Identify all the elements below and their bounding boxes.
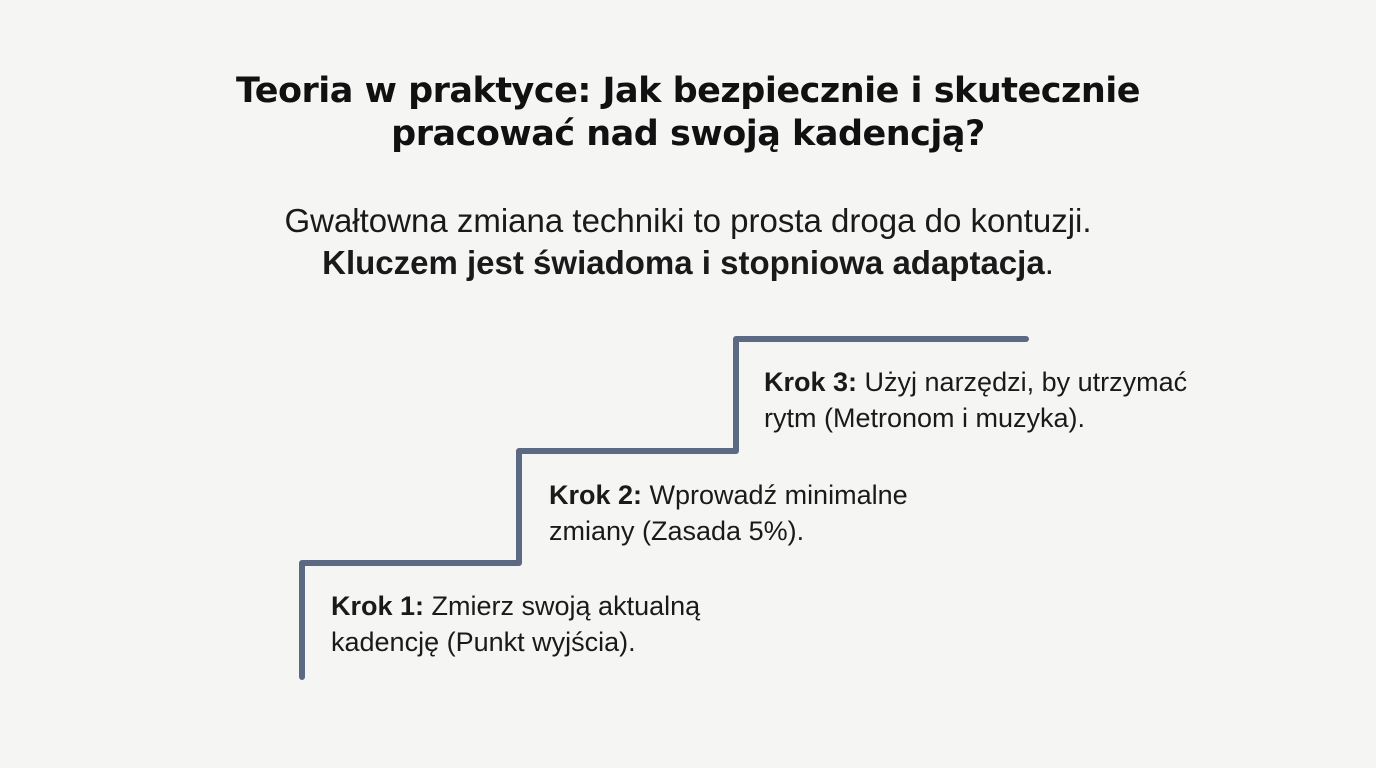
slide-title-line-1: Teoria w praktyce: Jak bezpiecznie i skutecznie (236, 71, 1140, 111)
step-2-line-1 (549, 477, 908, 513)
step-2 (549, 477, 908, 549)
subtitle-emphasis: Kluczem jest świadoma i stopniowa adaptacja (322, 244, 1045, 281)
step-1 (331, 588, 700, 660)
step-1-line-1 (331, 588, 700, 624)
step-3 (764, 364, 1187, 436)
slide-title-line-2: pracować nad swoją kadencją? (391, 114, 985, 154)
step-2-text-2: zmiany (Zasada 5%). (549, 516, 805, 546)
step-1-text-2: kadencję (Punkt wyjścia). (331, 627, 636, 657)
step-1-label: Krok 1: (331, 591, 425, 621)
step-3-text-2: rytm (Metronom i muzyka). (764, 403, 1086, 433)
subtitle-period: . (1044, 244, 1054, 281)
subtitle-line-1: Gwałtowna zmiana techniki to prosta droga do kontuzji. (284, 202, 1092, 239)
step-3-text-1: Użyj narzędzi, by utrzymać (857, 367, 1188, 397)
step-1-text-1: Zmierz swoją aktualną (424, 591, 701, 621)
step-3-label: Krok 3: (764, 367, 858, 397)
step-3-line-1 (764, 364, 1187, 400)
step-2-text-1: Wprowadź minimalne (642, 480, 908, 510)
step-2-label: Krok 2: (549, 480, 643, 510)
